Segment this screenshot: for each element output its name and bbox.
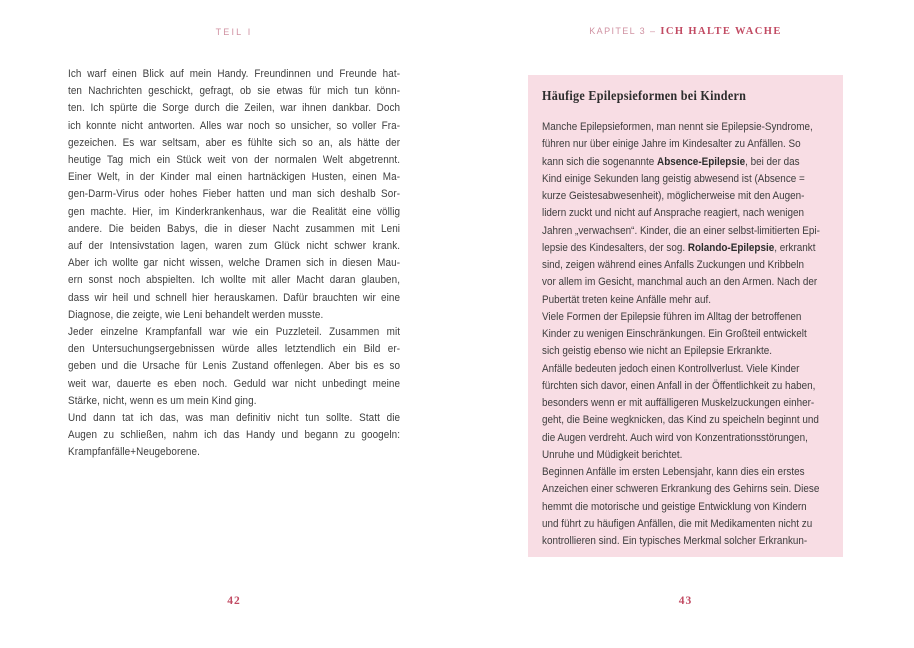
chapter-title: ICH HALTE WACHE: [660, 26, 782, 37]
info-box-title: Häufige Epilepsieformen bei Kindern: [542, 88, 747, 103]
info-box-line: Pubertät treten keine Anfälle mehr auf.: [542, 293, 711, 306]
page-number-right: 43: [678, 595, 693, 607]
body-text-line: Aber ich wollte gar nicht wissen, welche Dramen sich in diesen Mau-: [68, 257, 401, 270]
body-text-line: gezeichen. Es war seltsam, aber es fühlte sich so an, als hätte der: [68, 136, 401, 149]
info-box-line: und führt zu häufigen Anfällen, die mit Medikamenten nicht zu: [542, 517, 813, 530]
info-box-line: Viele Formen der Epilepsie führen im Alltag der betroffenen: [542, 310, 802, 323]
body-text-line: weit war, dauerte es eben noch. Geduld war nicht unbedingt meine: [68, 377, 401, 390]
body-text-line: geben und die Ursache für Lenis Zustand offenlegen. Aber bis es so: [68, 360, 401, 373]
info-box-line: vor allem im Gesicht, manchmal auch an den Armen. Nach der: [542, 276, 818, 289]
running-head-right: [528, 26, 843, 37]
info-box-line: die Augen verdreht. Auch wird von Konzentrationsstörungen,: [542, 431, 808, 444]
info-box-line: Manche Epilepsieformen, man nennt sie Epilepsie-Syndrome,: [542, 121, 813, 133]
body-text-line: ern sonst noch abspielten. Ich wollte mit aller Macht daran glauben,: [68, 274, 401, 287]
body-text-line: Jeder einzelne Krampfanfall war wie ein Puzzleteil. Zusammen mit: [68, 326, 401, 339]
info-box-line: Anfälle bedeuten jedoch einen Kontrollverlust. Viele Kinder: [542, 362, 800, 375]
body-text-line: Diagnose, die zeigte, wie Leni behandelt werden musste.: [68, 308, 324, 321]
body-text-line: ten Nachrichten geschickt, gefragt, ob sie etwas für mich tun könn-: [68, 85, 401, 98]
running-head-left: TEIL I: [215, 27, 253, 37]
info-box-line: fürchten sich davor, einen Anfall in der Öffentlichkeit zu haben,: [542, 379, 816, 392]
info-box-line: besonders wenn er mit auffälligeren Muskelzuckungen einher-: [542, 397, 815, 409]
body-text-line: den Untersuchungsergebnissen würde alles letztendlich ein Bild er-: [68, 343, 401, 356]
bold-term: Rolando-Epilepsie: [687, 241, 775, 254]
body-text-line: gen-Darm-Virus oder hohes Fieber hatten und man sich deshalb Sor-: [68, 188, 401, 201]
body-text-line: Einer Welt, in der Kinder mal einen hartnäckigen Husten, einen Ma-: [68, 171, 401, 184]
bold-term: Absence-Epilepsie: [657, 155, 746, 168]
left-text-block: [68, 66, 400, 462]
body-text-line: Und dann tat ich das, was man definitiv nicht tun sollte. Statt die: [68, 412, 401, 425]
info-box-line: lidern zuckt und nicht auf Ansprache reagiert, nach wenigen: [542, 207, 804, 220]
info-box-line: sich geistig ebenso wie nicht an Epilepsie Erkrankte.: [542, 345, 773, 358]
info-box-line: lepsie des Kindesalters, der sog. Rolando-Epilepsie, erkrankt: [542, 241, 816, 254]
body-text-line: heutige Tag mich ein Stück weit von der normalen Welt abgetrennt.: [68, 154, 401, 167]
info-box-line: kurze Geistesabwesenheit), möglicherweise mit den Augen-: [542, 190, 805, 202]
chapter-label: KAPITEL 3 –: [589, 26, 657, 36]
info-box-line: Jahren „verwachsen“. Kinder, die an einer selbst-limitierten Epi-: [542, 224, 820, 237]
info-box-text: [542, 119, 829, 550]
body-text-line: ich konnte nicht antworten. Alles war noch so unsicher, so voller Fra-: [68, 119, 401, 132]
info-box-line: Kind einige Sekunden lang geistig abwesend ist (Absence =: [542, 172, 805, 185]
info-box-line: geht, die Beine wegknicken, das Kind zu speicheln beginnt und: [542, 414, 819, 427]
info-box-line: kann sich die sogenannte Absence-Epilepsie, bei der das: [542, 155, 800, 168]
info-box-line: Beginnen Anfälle im ersten Lebensjahr, kann dies ein erstes: [542, 466, 805, 478]
info-box-inner: [542, 88, 829, 550]
body-text-line: ten. Ich spürte die Sorge durch die Zeilen, war ihnen dankbar. Doch: [68, 102, 401, 115]
info-box-line: Kinder zu wenigen Einschränkungen. Ein Großteil entwickelt: [542, 328, 807, 340]
info-box-line: Unruhe und Müdigkeit berichtet.: [542, 448, 683, 461]
info-box-line: hemmt die motorische und geistige Entwicklung von Kindern: [542, 500, 807, 513]
body-text-line: Krampfanfälle+Neugeborene.: [68, 446, 200, 459]
info-box-line: kontrollieren sind. Ein typisches Merkmal solcher Erkrankun-: [542, 535, 808, 547]
info-box-line: Anzeichen einer schweren Erkrankung des Gehirns sein. Diese: [542, 483, 820, 496]
body-text-line: Augen zu schließen, nahm ich das Handy und begann zu googeln:: [68, 429, 401, 442]
info-box-line: sind, zeigen während eines Anfalls Zuckungen und Kribbeln: [542, 259, 804, 271]
body-text-line: gen machte. Hier, im Kinderkrankenhaus, war die Realität eine völlig: [68, 205, 401, 218]
body-text-line: Ich warf einen Blick auf mein Handy. Freundinnen und Freunde hat-: [68, 68, 401, 80]
body-text-line: Stärke, nicht, wenn es um mein Kind ging.: [68, 394, 257, 407]
body-text-line: andere. Die beiden Babys, die in dieser Nacht zusammen mit Leni: [68, 222, 401, 235]
body-text-line: dass wir heil und schnell hier herauskamen. Dafür brauchten wir eine: [68, 291, 401, 304]
info-box-line: führen nur über einige Jahre im Kindesalter zu Anfällen. So: [542, 138, 801, 151]
page-number-left: 42: [227, 595, 241, 607]
body-text-line: auf der Intensivstation lagen, waren zum Glück nicht schwer krank.: [68, 240, 401, 253]
info-box: [528, 75, 843, 557]
